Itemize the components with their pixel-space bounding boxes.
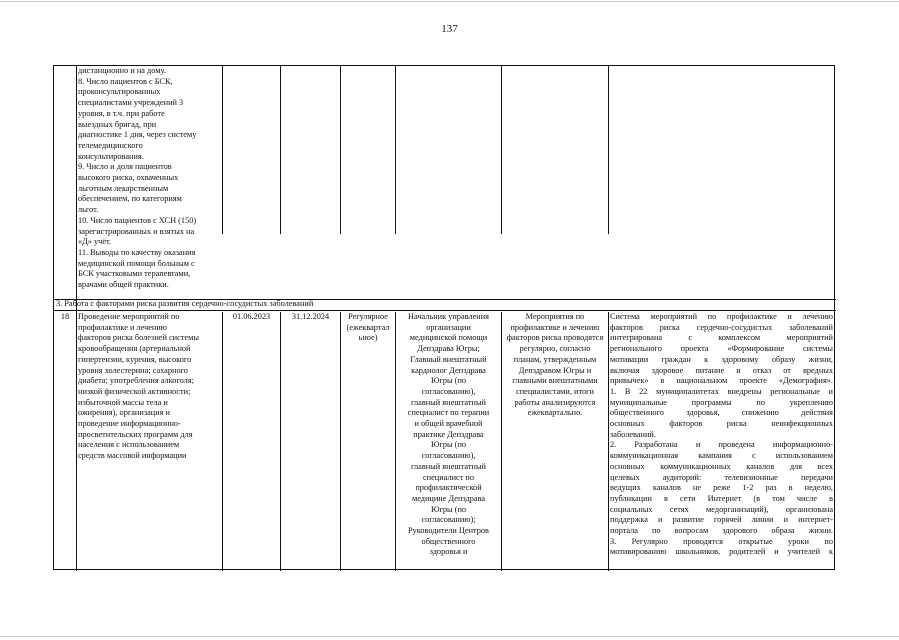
responsible-line: Югры (по [430,504,467,514]
activity-line: диабета; употребления алкоголя; [78,376,194,386]
responsible-line: Главный внештатный [410,354,487,364]
indicator-line: 10. Число пациентов с ХСН (150) [78,215,197,225]
responsible-line: специалист по [423,472,474,482]
column-divider [608,66,609,234]
report-line: заболеваний. [610,429,656,439]
report-line: коммуникационная кампания с использованием [610,451,833,461]
activity-line: населения с использованием [78,440,180,450]
report-line: публикации в сети Интернет (в том числе в [610,493,833,503]
column-divider [608,312,609,571]
report-line: 3. Регулярно проводятся открытые уроки по [610,536,833,546]
column-divider [222,312,223,571]
row-number: 18 [60,312,70,321]
column-divider [280,312,281,571]
column-divider [395,66,396,234]
responsible-line: Руководители Центров [408,526,489,536]
activity-line: профилактике и лечению [78,322,168,332]
responsible-line: Югры (по [430,376,467,386]
activity-line: избыточной массы тела и [78,397,168,407]
indicator-line: БСК участковыми терапевтами, [78,269,191,279]
result-cell [502,312,608,419]
responsible-line: организации [426,322,471,332]
responsible-line: Югры (по [430,440,467,450]
indicator-line: телемедицинского [78,140,143,150]
indicator-line: уровня, в т.ч. при работе [78,108,165,118]
activity-line: гипертензии, курения, высокого [78,354,192,364]
activity-line: факторов риска болезней системы [78,333,199,343]
periodicity-cell [341,312,395,344]
indicator-line: обеспечением, по категориям [78,194,182,204]
row-divider [54,310,836,311]
periodicity-line: ьное) [358,333,378,343]
report-line: регионального проекта «Формирование системы [610,344,833,354]
indicator-line: льготным лекарственным [78,183,169,193]
responsible-line: и общей врачебной [414,419,483,429]
responsible-line: кардиолог Депздрава [411,365,486,375]
column-divider [340,66,341,234]
responsible-line: Депздрава Югры; [417,344,480,354]
report-line: 1. В 22 муниципалитетах внедрены региональные и [610,386,833,396]
responsible-line: специалист по терапии [407,408,490,418]
activity-line: средств массовой информации [78,451,187,461]
result-line: регулярно, согласно [519,344,591,354]
indicator-line: «Д» учёт. [78,237,112,247]
responsible-line: согласованию); [421,515,476,525]
indicator-line: дистанционно и на дому. [78,66,166,75]
periodicity-line: (ежеквартал [346,322,390,332]
responsible-line: профилактической [415,483,482,493]
indicator-line: проконсультированных [78,87,161,97]
report-line: целевых аудиторий: телевизионные передачи [610,472,833,482]
result-line: факторов риска проводятся [506,333,604,343]
result-line: Депздравом Югры и [518,365,592,375]
column-divider [340,312,341,571]
result-line: главными внештатными [512,376,598,386]
report-line: интегрирована с комплексом мероприятий [610,333,833,343]
report-line: мотивации граждан к здоровому образу жизни, [610,354,833,364]
indicator-line: высокого риска, охваченных [78,173,179,183]
scan-edge-bottom [0,636,899,637]
responsible-line: согласованию), [421,451,476,461]
report-line: ведущих каналов не реже 1-2 раз в неделю, [610,483,833,493]
activity-cell [78,312,221,462]
responsible-line: практике Депздрава [413,429,484,439]
report-line: привычек» в национальном проекте «Демография». [610,376,833,386]
responsible-line: медицине Депздрава [411,493,486,503]
result-line: ежеквартально. [527,408,583,418]
responsible-line: Начальник управления [408,312,489,321]
responsible-cell [396,312,501,558]
activity-line: низкой физической активности; [78,386,191,396]
indicator-line: специалистами учреждений 3 [78,98,184,108]
result-line: работы анализируются [514,397,596,407]
responsible-line: медицинской помощи [409,333,488,343]
report-line: социальных сетях медорганизаций), организована [610,504,833,514]
responsible-line: общественного [421,536,476,546]
column-divider [280,66,281,234]
report-line: Система мероприятий по профилактике и лечению [610,312,833,321]
activity-line: уровня холестерина; сахарного [78,365,188,375]
report-line: основных факторов риска неинфекционных [610,419,833,429]
column-divider [501,66,502,234]
responsible-line: главный внештатный [411,461,486,471]
indicator-line: зарегистрированных и взятых на [78,226,195,236]
report-line: мотивированию школьников, родителей и учителей к [610,547,833,557]
indicator-line: медицинской помощи больным с [78,258,195,268]
activity-line: Проведение мероприятий по [78,312,180,321]
end-date: 31.12.2024 [291,312,330,321]
indicator-line: выездных бригад, при [78,119,157,129]
report-line: 2. Разработана и проведена информационно- [610,440,833,450]
section-heading: 3. Работа с факторами риска развития сердечно-сосудистых заболеваний [56,299,314,308]
result-line: планам, утвержденным [513,354,597,364]
report-line: общественного здоровья, снижению действия [610,408,833,418]
column-divider [76,66,77,571]
indicators-cell [78,66,221,291]
indicator-line: льгот. [78,205,99,215]
result-line: профилактике и лечению [510,322,600,332]
indicator-line: 9. Число и доля пациентов [78,162,172,172]
report-line: факторов риска сердечно-сосудистых заболеваний [610,322,833,332]
indicator-line: 8. Число пациентов с БСК, [78,76,173,86]
periodicity-line: Регулярное [348,312,388,321]
scan-edge-top [0,1,899,2]
indicator-line: диагностике 1 дня, через систему [78,130,197,140]
report-line: включая здоровое питание и отказ от вредных [610,365,833,375]
report-cell [610,312,833,558]
page-number: 137 [441,23,458,35]
result-line: специалистами, итоги [516,386,594,396]
responsible-line: согласованию), [421,386,476,396]
activity-line: просветительских программ для [78,429,193,439]
start-date: 01.06.2023 [232,312,271,321]
report-line: муниципальные программы по укреплению [610,397,833,407]
result-line: Мероприятия по [525,312,585,321]
indicator-line: 11. Выводы по качеству оказания [78,247,196,257]
column-divider [222,66,223,234]
report-line: поддержка и развитие горячей линии и интернет- [610,515,833,525]
responsible-line: главный внештатный [411,397,486,407]
indicator-line: консультирования. [78,151,144,161]
activity-line: кровообращения (артериальной [78,344,191,354]
plan-table [53,65,835,570]
report-line: основных коммуникационных каналов для всех [610,461,833,471]
indicator-line: врачами общей практики. [78,280,169,290]
responsible-line: здоровья и [429,547,468,557]
report-line: портала по вопросам здорового образа жизни. [610,526,833,536]
activity-line: проведение информационно- [78,419,181,429]
activity-line: ожирения), организация и [78,408,170,418]
